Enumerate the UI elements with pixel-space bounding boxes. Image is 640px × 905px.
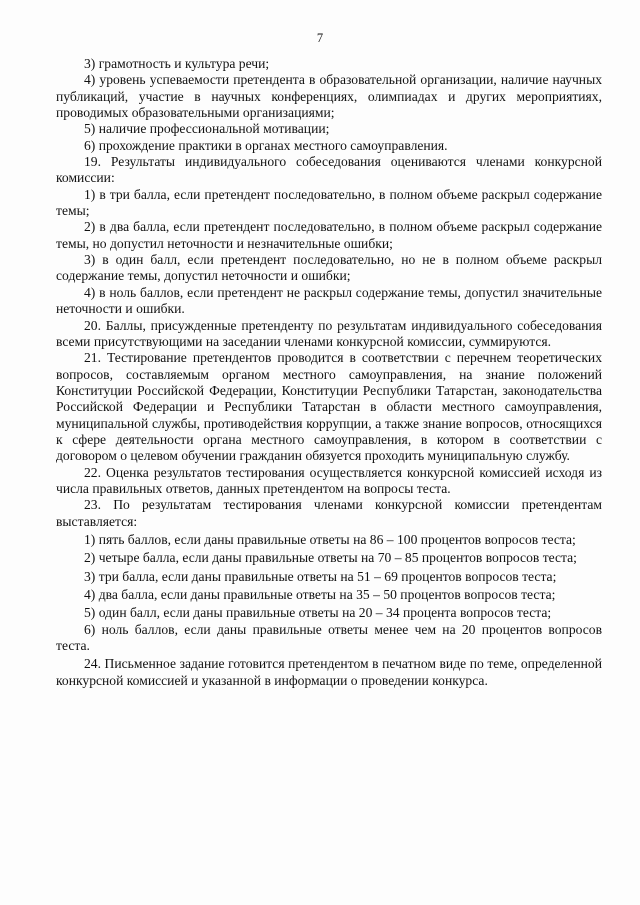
clause-19-interview-results: 19. Результаты индивидуального собеседования оцениваются членами конкурсной комиссии: xyxy=(56,154,602,186)
test-score-one: 5) один балл, если даны правильные ответы на 20 – 34 процента вопросов теста; xyxy=(84,605,552,621)
list-item-4-academic-performance: 4) уровень успеваемости претендента в образовательной организации, наличие научных публикаций, участие в научных конференциях, олимпиадах и других мероприятиях, проводимых образовательными организациями; xyxy=(56,72,602,121)
clause-22-test-evaluation: 22. Оценка результатов тестирования осуществляется конкурсной комиссией исходя из числа правильных ответов, данных претендентом на вопросы теста. xyxy=(56,464,602,496)
test-score-five: 1) пять баллов, если даны правильные ответы на 86 – 100 процентов вопросов теста; xyxy=(84,531,576,547)
clause-20-score-summation: 20. Баллы, присужденные претенденту по результатам индивидуального собеседования всеми присутствующими на заседании членами конкурсной комиссии, суммируются. xyxy=(56,317,602,349)
interview-score-zero: 4) в ноль баллов, если претендент не раскрыл содержание темы, допустил значительные неточности и ошибки. xyxy=(56,284,602,317)
clause-24-written-assignment: 24. Письменное задание готовится претендентом в печатном виде по теме, определенной конкурсной комиссией и указанной в информации о проведении конкурса. xyxy=(56,656,602,688)
test-score-three: 3) три балла, если даны правильные ответы на 51 – 69 процентов вопросов теста; xyxy=(84,568,557,584)
list-item-5-motivation: 5) наличие профессиональной мотивации; xyxy=(84,121,330,137)
clause-23-test-scoring: 23. По результатам тестирования членами конкурсной комиссии претендентам выставляется: xyxy=(56,497,602,529)
page-number: 7 xyxy=(316,31,324,45)
interview-score-two: 2) в два балла, если претендент последовательно, в полном объеме раскрыл содержание темы, но допустил неточности и незначительные ошибки; xyxy=(56,219,602,251)
test-score-two: 4) два балла, если даны правильные ответы на 35 – 50 процентов вопросов теста; xyxy=(84,587,556,602)
clause-21-testing: 21. Тестирование претендентов проводится в соответствии с перечнем теоретических вопросов, составляемым органом местного самоуправления, на знание положений Конституции Российской Федерации, Конституции Республики Татарстан, законодательства Российской Федерации и Республики Татарстан в области местного самоуправления, муниципальной службы, противодействия коррупции, а также знание вопросов, относящихся к сфере деятельности органа местного самоуправления, в котором в соответствии с договором о целевом обучении гражданин обязуется проходить муниципальную службу. xyxy=(56,350,602,464)
list-item-6-internship: 6) прохождение практики в органах местного самоуправления. xyxy=(84,137,448,153)
interview-score-one: 3) в один балл, если претендент последовательно, но не в полном объеме раскрыл содержание темы, допустил неточности и ошибки; xyxy=(56,252,602,284)
document-body xyxy=(56,56,602,689)
interview-score-three: 1) в три балла, если претендент последовательно, в полном объеме раскрыл содержание темы; xyxy=(56,186,602,219)
list-item-3-speech-literacy: 3) грамотность и культура речи; xyxy=(84,56,270,71)
test-score-zero: 6) ноль баллов, если даны правильные ответы менее чем на 20 процентов вопросов теста. xyxy=(56,621,602,654)
test-score-four: 2) четыре балла, если даны правильные ответы на 70 – 85 процентов вопросов теста; xyxy=(84,550,577,566)
